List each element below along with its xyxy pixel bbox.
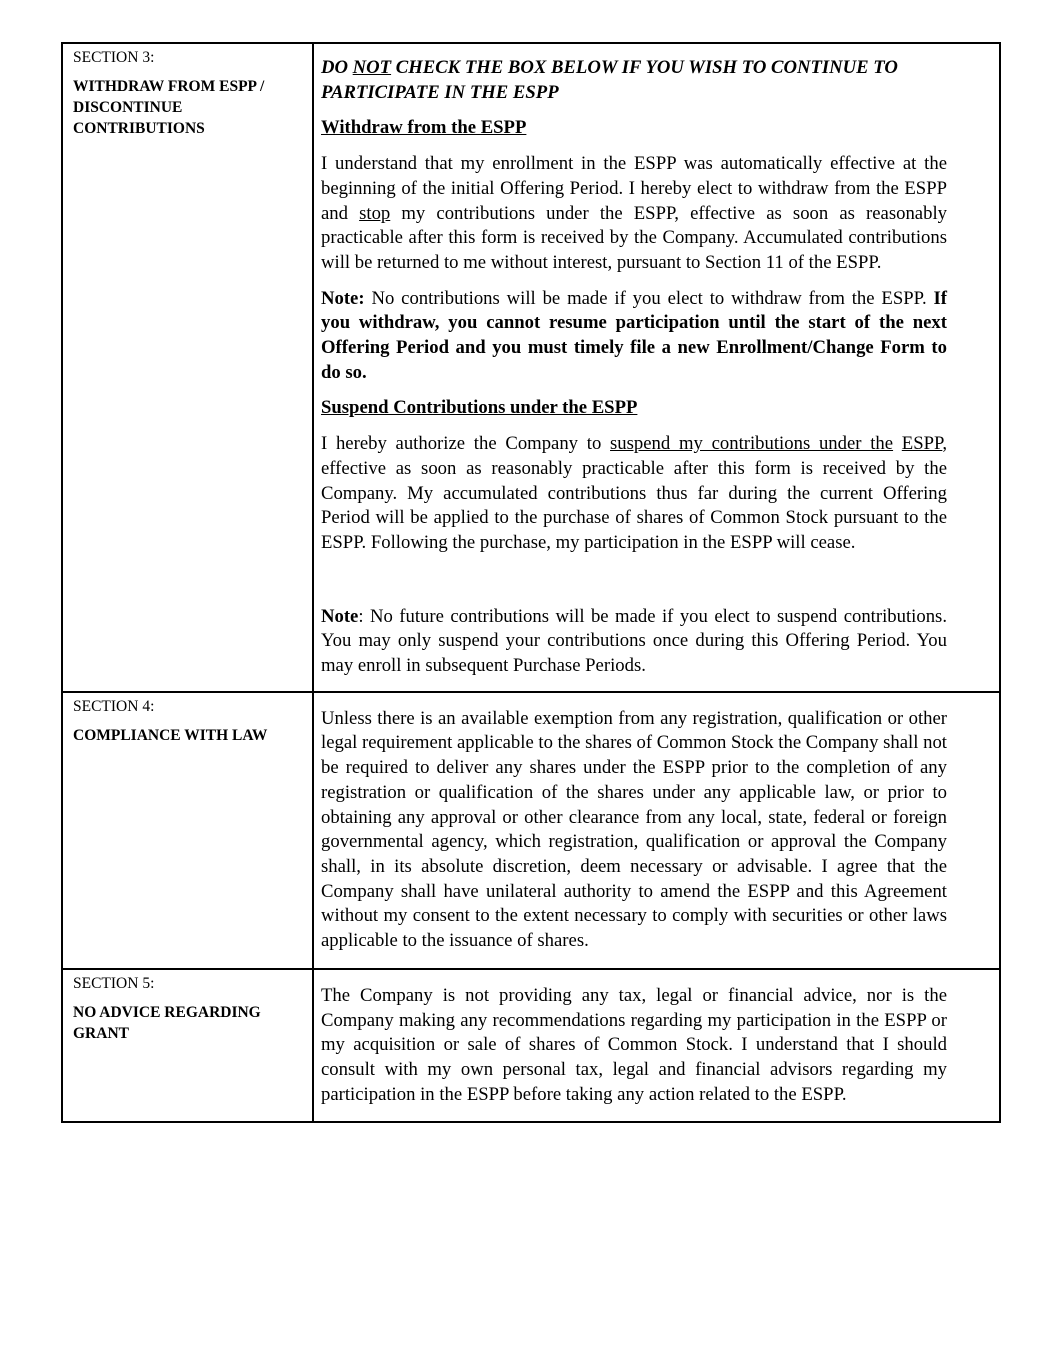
section-3-warning: DO NOT CHECK THE BOX BELOW IF YOU WISH TO CONTINUE TO PARTICIPATE IN THE ESPP (321, 57, 898, 103)
section-4-body: Unless there is an available exemption from any registration, qualification or other legal requirement applicable to the shares of Common Stock the Company shall not be required to deliver any shares under the ESPP prior to the completion of any registration or qualification of the shares under any applicable law, or prior to obtaining any approval or other clearance from any local, state, federal or foreign governmental agency, which registration, qualification or approval the Company shall, in its absolute discretion, deem necessary or advisable. I agree that the Company shall have unilateral authority to amend the ESPP and this Agreement without my consent to the extent necessary to comply with securities or other laws applicable to the issuance of shares. (321, 707, 947, 952)
suspend-paragraph: I hereby authorize the Company to suspend my contributions under the ESPP, effective as soon as reasonably practicable after this form is received by the Company. My accumulated contributions thus far during the current Offering Period will be applied to the purchase of shares of Common Stock pursuant to the ESPP. Following the purchase, my participation in the ESPP will cease. (321, 433, 947, 553)
section-4-number: SECTION 4: (73, 697, 155, 715)
suspend-heading: Suspend Contributions under the ESPP (321, 397, 638, 419)
section-4-label-cell (62, 692, 313, 969)
section-4-title: COMPLIANCE WITH LAW (73, 726, 268, 744)
section-3-number: SECTION 3: (73, 49, 155, 66)
section-3-row (62, 43, 1000, 692)
section-3-title: WITHDRAW FROM ESPP / DISCONTINUE CONTRIBUTIONS (73, 78, 265, 137)
espp-form-table (61, 42, 1001, 1123)
section-4-row (62, 692, 1000, 969)
section-4-content-cell (313, 692, 1000, 969)
section-5-number: SECTION 5: (73, 974, 155, 992)
spacer (321, 567, 947, 605)
withdraw-note: Note: No contributions will be made if you elect to withdraw from the ESPP. If you withdraw, you cannot resume participation until the start of the next Offering Period and you must timely file a new Enrollment/Change Form to do so. (321, 287, 947, 383)
section-5-title: NO ADVICE REGARDING GRANT (73, 1003, 261, 1042)
section-5-row (62, 969, 1000, 1123)
section-5-label-cell (62, 969, 313, 1123)
withdraw-paragraph: I understand that my enrollment in the ESPP was automatically effective at the beginning of the initial Offering Period. I hereby elect to withdraw from the ESPP and stop my contributions under the ESPP, effective as soon as reasonably practicable after this form is received by the Company. Accumulated contributions will be returned to me without interest, pursuant to Section 11 of the ESPP. (321, 153, 947, 273)
section-3-content-cell (313, 43, 1000, 692)
section-3-label-cell (62, 43, 313, 692)
suspend-note: Note: No future contributions will be made if you elect to suspend contributions. You may only suspend your contributions once during this Offering Period. You may enroll in subsequent Purchase Periods. (321, 605, 947, 677)
section-5-content-cell (313, 969, 1000, 1123)
withdraw-heading: Withdraw from the ESPP (321, 117, 527, 139)
section-5-body: The Company is not providing any tax, legal or financial advice, nor is the Company making any recommendations regarding my participation in the ESPP or my acquisition or sale of shares of Common Stock. I understand that I should consult with my own personal tax, legal and financial advisors regarding my participation in the ESPP before taking any action related to the ESPP. (321, 984, 947, 1105)
